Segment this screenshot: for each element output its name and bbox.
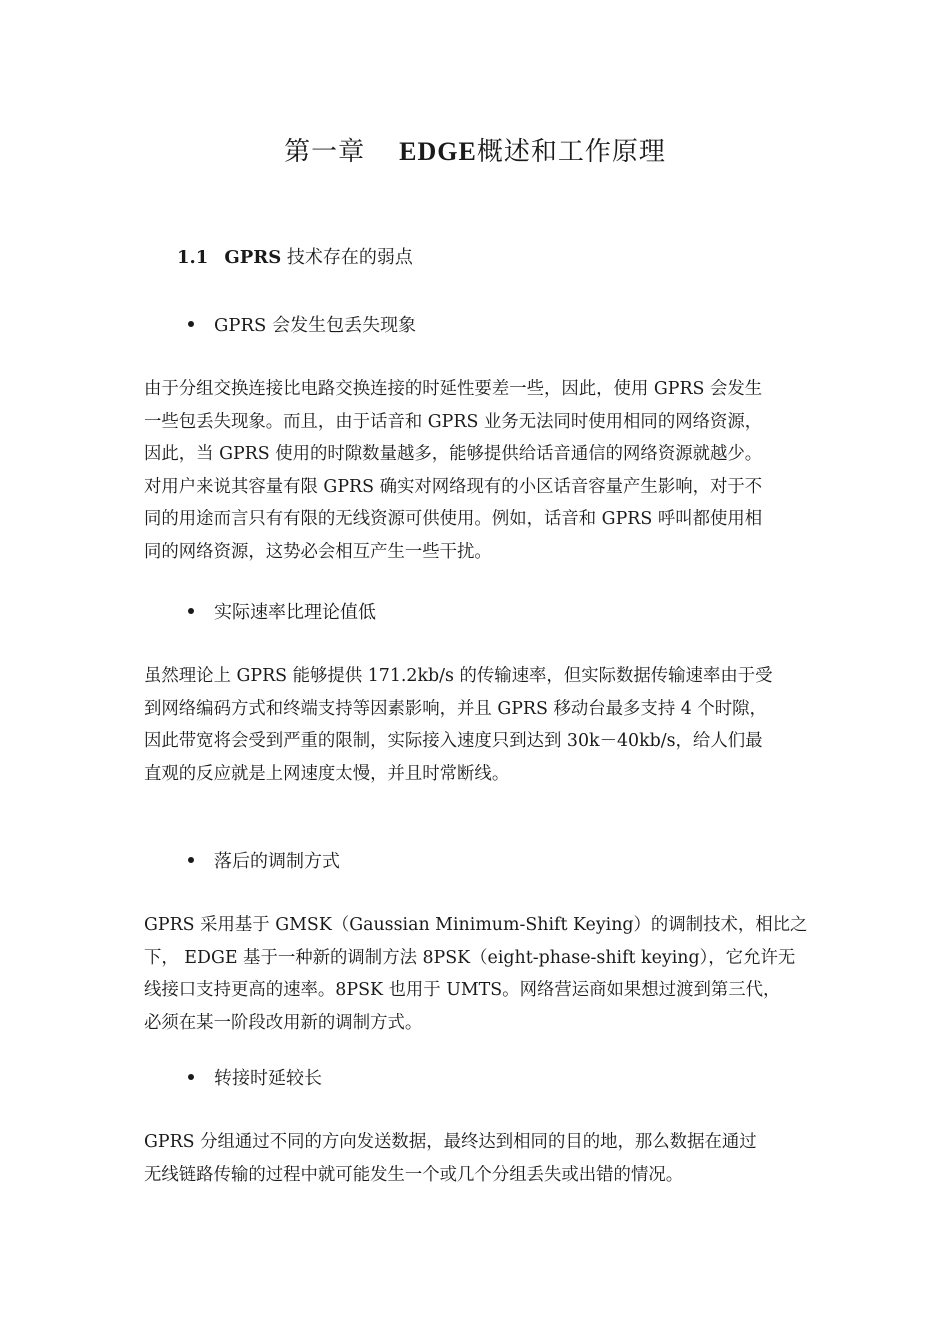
paragraph	[144, 373, 808, 568]
bullet-dot-icon	[188, 608, 194, 614]
paragraph-line: 虽然理论上 GPRS 能够提供 171.2kb/s 的传输速率，但实际数据传输速率由于受	[144, 666, 773, 686]
section-number: 1.1	[177, 247, 209, 268]
paragraph-line: 线接口支持更高的速率。8PSK 也用于 UMTS。网络营运商如果想过渡到第三代，	[144, 980, 781, 1000]
paragraph-line: 无线链路传输的过程中就可能发生一个或几个分组丢失或出错的情况。	[144, 1164, 684, 1185]
section-title-bold: GPRS	[224, 247, 282, 268]
paragraph-line: GPRS 分组通过不同的方向发送数据，最终达到相同的目的地，那么数据在通过	[144, 1132, 757, 1152]
bullet-item	[188, 599, 376, 627]
section-title-text: 技术存在的弱点	[281, 247, 413, 268]
bullet-dot-icon	[188, 857, 194, 863]
bullet-text: 转接时延较长	[214, 1068, 322, 1089]
bullet-item	[188, 312, 416, 340]
bullet-text: GPRS 会发生包丢失现象	[214, 315, 417, 336]
bullet-dot-icon	[188, 321, 194, 327]
paragraph-line: GPRS 采用基于 GMSK（Gaussian Minimum-Shift Keying）的调制技术，相比之	[144, 915, 808, 935]
paragraph	[144, 1126, 808, 1191]
chapter-title-bold: EDGE	[399, 137, 477, 166]
bullet-text: 落后的调制方式	[214, 851, 340, 872]
bullet-dot-icon	[188, 1074, 194, 1080]
bullet-item	[188, 848, 340, 876]
paragraph-line: 因此，当 GPRS 使用的时隙数量越多，能够提供给话音通信的网络资源就越少。	[144, 444, 763, 464]
chapter-number: 第一章	[284, 137, 366, 167]
paragraph	[144, 909, 808, 1039]
bullet-item	[188, 1065, 322, 1093]
section-heading	[177, 244, 413, 272]
paragraph	[144, 660, 808, 790]
paragraph-line: 同的网络资源，这势必会相互产生一些干扰。	[144, 541, 492, 562]
bullet-text: 实际速率比理论值低	[214, 602, 376, 623]
chapter-title	[0, 134, 950, 170]
paragraph-line: 到网络编码方式和终端支持等因素影响，并且 GPRS 移动台最多支持 4 个时隙，	[144, 698, 767, 719]
chapter-title-text: 概述和工作原理	[476, 137, 666, 167]
paragraph-line: 同的用途而言只有有限的无线资源可供使用。例如，话音和 GPRS 呼叫都使用相	[144, 509, 763, 529]
paragraph-line: 下， EDGE 基于一种新的调制方法 8PSK（eight-phase-shift keying），它允许无	[144, 947, 796, 968]
paragraph-line: 直观的反应就是上网速度太慢，并且时常断线。	[144, 763, 510, 784]
paragraph-line: 对用户来说其容量有限 GPRS 确实对网络现有的小区话音容量产生影响，对于不	[144, 476, 763, 497]
paragraph-line: 因此带宽将会受到严重的限制，实际接入速度只到达到 30k－40kb/s，给人们最	[144, 731, 763, 751]
paragraph-line: 一些包丢失现象。而且，由于话音和 GPRS 业务无法同时使用相同的网络资源，	[144, 411, 763, 432]
paragraph-line: 必须在某一阶段改用新的调制方式。	[144, 1012, 423, 1033]
paragraph-line: 由于分组交换连接比电路交换连接的时延性要差一些，因此，使用 GPRS 会发生	[144, 379, 763, 399]
